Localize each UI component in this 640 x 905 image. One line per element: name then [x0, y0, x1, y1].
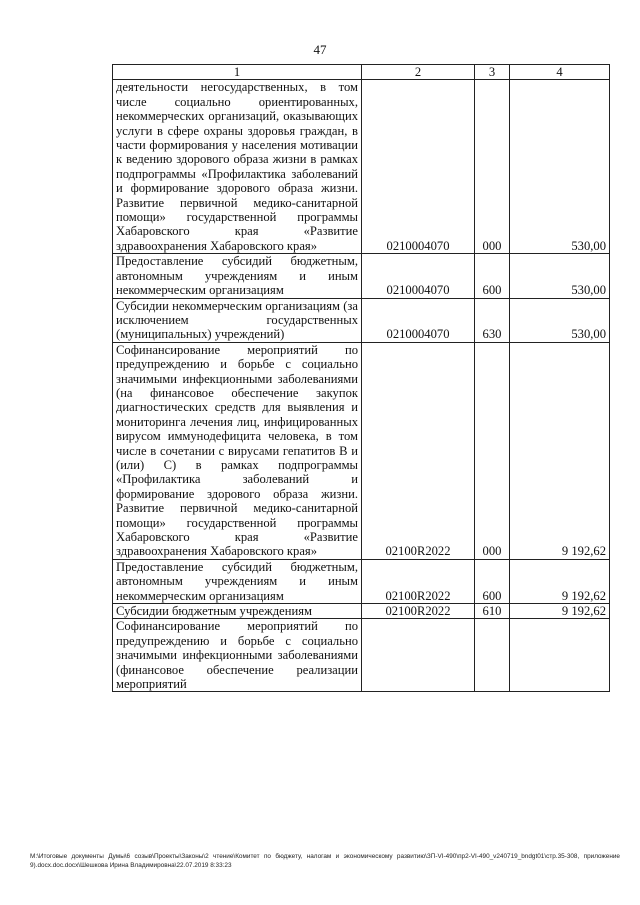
- page-number: 47: [313, 42, 327, 57]
- row-expense-group: 000: [475, 80, 510, 254]
- row-expense-group: 630: [475, 298, 510, 342]
- header-col-3: 3: [475, 65, 510, 80]
- row-target-code: 02100R2022: [362, 559, 475, 603]
- row-amount: 9 192,62: [510, 604, 610, 619]
- row-expense-group: 000: [475, 342, 510, 559]
- row-amount: 530,00: [510, 254, 610, 298]
- table-row: [113, 342, 610, 559]
- table-header-row: [113, 65, 610, 80]
- row-target-code: 02100R2022: [362, 604, 475, 619]
- row-amount: 530,00: [510, 80, 610, 254]
- table-row: [113, 80, 610, 254]
- row-description: Софинансирование мероприятий по предупреждению и борьбе с социально значимыми инфекционными заболеваниями (финансовое обеспечение реализации мероприятий: [113, 619, 362, 692]
- row-description: Предоставление субсидий бюджетным, автономным учреждениям и иным некоммерческим организациям: [113, 254, 362, 298]
- document-footer-path: M:\Итоговые документы Думы\6 созыв\Проекты\Законы\2 чтение\Комитет по бюджету, налогам и экономическому развитию\ЗП-VI-490\пр2-VI-490_v240719_bndgt01\стр.35-308, приложение 9).docx.doc.docx\Шешкова Ирина Владимировна\22.07.2019 8:33:23: [30, 853, 620, 869]
- header-col-4: 4: [510, 65, 610, 80]
- row-target-code: 0210004070: [362, 254, 475, 298]
- row-expense-group: 600: [475, 559, 510, 603]
- row-amount: [510, 619, 610, 692]
- table-row: [113, 559, 610, 603]
- budget-table: [112, 64, 610, 692]
- table-row: [113, 604, 610, 619]
- row-expense-group: 600: [475, 254, 510, 298]
- row-description: Предоставление субсидий бюджетным, автономным учреждениям и иным некоммерческим организациям: [113, 559, 362, 603]
- table-row: [113, 298, 610, 342]
- header-col-2: 2: [362, 65, 475, 80]
- row-target-code: [362, 619, 475, 692]
- row-amount: 9 192,62: [510, 559, 610, 603]
- row-target-code: 0210004070: [362, 80, 475, 254]
- row-target-code: 0210004070: [362, 298, 475, 342]
- table-row: [113, 254, 610, 298]
- row-expense-group: [475, 619, 510, 692]
- row-amount: 9 192,62: [510, 342, 610, 559]
- header-col-1: 1: [113, 65, 362, 80]
- row-description: Софинансирование мероприятий по предупреждению и борьбе с социально значимыми инфекционными заболеваниями (на финансовое обеспечение закупок диагностических средств для выявления и мониторинга лечения лиц, инфицированных вирусом иммунодефицита человека, в том числе в сочетании с вирусами гепатитов В и (или) С) в рамках подпрограммы «Профилактика заболеваний и формирование здорового образа жизни. Развитие первичной медико-санитарной помощи» государственной программы Хабаровского края «Развитие здравоохранения Хабаровского края»: [113, 342, 362, 559]
- row-description: Субсидии некоммерческим организациям (за исключением государственных (муниципальных) учреждений): [113, 298, 362, 342]
- row-target-code: 02100R2022: [362, 342, 475, 559]
- row-description: деятельности негосударственных, в том числе социально ориентированных, некоммерческих организаций, оказывающих услуги в сфере охраны здоровья граждан, в части формирования у населения мотивации к ведению здорового образа жизни в рамках подпрограммы «Профилактика заболеваний и формирование здорового образа жизни. Развитие первичной медико-санитарной помощи» государственной программы Хабаровского края «Развитие здравоохранения Хабаровского края»: [113, 80, 362, 254]
- row-description: Субсидии бюджетным учреждениям: [113, 604, 362, 619]
- row-expense-group: 610: [475, 604, 510, 619]
- row-amount: 530,00: [510, 298, 610, 342]
- table-row: [113, 619, 610, 692]
